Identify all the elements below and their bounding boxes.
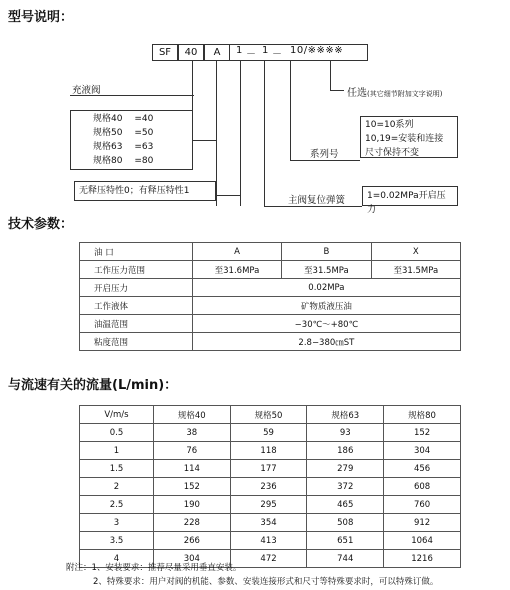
code-part-release: 1 [236, 45, 243, 56]
table-cell: −30℃～+80℃ [192, 315, 460, 333]
table-header-cell: V/m/s [80, 406, 154, 424]
table-cell: 295 [230, 496, 307, 514]
table-cell: 354 [230, 514, 307, 532]
connector-line [193, 140, 216, 141]
table-header-cell: A [192, 243, 281, 261]
table-cell: 1 [80, 442, 154, 460]
code-dash-2: － [272, 49, 282, 60]
table-cell: 至31.5MPa [282, 261, 371, 279]
table-cell: 2.5 [80, 496, 154, 514]
table-cell: 工作压力范围 [80, 261, 193, 279]
table-row [80, 460, 461, 478]
connector-line [240, 61, 241, 206]
table-cell: 456 [384, 460, 461, 478]
connector-line [290, 61, 291, 161]
connector-line [192, 61, 193, 111]
connector-line [216, 195, 240, 196]
table-cell: 2 [80, 478, 154, 496]
table-cell: 760 [384, 496, 461, 514]
table-cell: 228 [153, 514, 230, 532]
code-part-type: A [204, 44, 230, 61]
table-header-cell: 规格50 [230, 406, 307, 424]
table-cell: 236 [230, 478, 307, 496]
table-row [80, 243, 461, 261]
note-install: 附注：1、安装要求：推荐尽量采用垂直安装。 [66, 563, 242, 573]
connector-line [264, 206, 362, 207]
table-header-cell: B [282, 243, 371, 261]
table-header-cell: X [371, 243, 460, 261]
tech-params-table [79, 242, 461, 351]
table-cell: 266 [153, 532, 230, 550]
tech-section-title: 技术参数： [8, 217, 74, 232]
table-cell: 114 [153, 460, 230, 478]
table-cell: 508 [307, 514, 384, 532]
table-row [80, 279, 461, 297]
connector-line [330, 90, 344, 91]
table-cell: 76 [153, 442, 230, 460]
table-cell: 59 [230, 424, 307, 442]
table-row [80, 496, 461, 514]
table-cell: 矿物质液压油 [192, 297, 460, 315]
table-row [80, 478, 461, 496]
table-cell: 912 [384, 514, 461, 532]
table-cell: 0.02MPa [192, 279, 460, 297]
code-part-options: 10/※※※※ [290, 45, 344, 56]
table-cell: 304 [384, 442, 461, 460]
code-dash-1: － [246, 49, 256, 60]
table-row [80, 297, 461, 315]
model-section-title: 型号说明： [8, 10, 74, 25]
series-label: 系列号 [310, 149, 339, 160]
table-cell: 608 [384, 478, 461, 496]
table-header-cell: 规格40 [153, 406, 230, 424]
table-cell: 4 [80, 550, 154, 568]
connector-line [290, 160, 360, 161]
size-option: 规格63 =63 [93, 142, 154, 152]
size-option: 规格50 =50 [93, 128, 154, 138]
table-cell: 465 [307, 496, 384, 514]
code-part-spring: 1 [262, 45, 269, 56]
table-cell: 152 [153, 478, 230, 496]
table-cell: 1216 [384, 550, 461, 568]
table-cell: 1064 [384, 532, 461, 550]
table-row [80, 406, 461, 424]
table-cell: 93 [307, 424, 384, 442]
code-frame [230, 44, 368, 61]
note-special: 2、特殊要求：用户对阀的机能、参数、安装连接形式和尺寸等特殊要求时，可以特殊订做。 [93, 577, 439, 587]
valve-label: 充液阀 [72, 85, 101, 96]
table-cell: 3.5 [80, 532, 154, 550]
table-cell: 190 [153, 496, 230, 514]
table-cell: 304 [153, 550, 230, 568]
table-cell: 粘度范围 [80, 333, 193, 351]
code-part-size: 40 [178, 44, 204, 61]
series-line: 尺寸保持不变 [365, 148, 420, 158]
table-cell: 工作液体 [80, 297, 193, 315]
series-line: 10,19=安装和连接 [365, 134, 444, 144]
table-cell: 2.8−380㎝ST [192, 333, 460, 351]
table-header-cell: 规格80 [384, 406, 461, 424]
spring-box: 1=0.02MPa开启压力 [362, 186, 458, 206]
table-cell: 744 [307, 550, 384, 568]
table-cell: 177 [230, 460, 307, 478]
table-cell: 152 [384, 424, 461, 442]
size-options-box [70, 110, 193, 170]
series-line: 10=10系列 [365, 120, 414, 130]
table-cell: 651 [307, 532, 384, 550]
size-option: 规格80 =80 [93, 156, 154, 166]
table-row [80, 261, 461, 279]
table-cell: 1.5 [80, 460, 154, 478]
flow-table [79, 405, 461, 568]
connector-line [216, 61, 217, 206]
flow-section-title: 与流速有关的流量(L/min)： [8, 378, 178, 393]
release-box: 无释压特性0；有释压特性1 [74, 181, 216, 201]
table-cell: 开启压力 [80, 279, 193, 297]
table-cell: 279 [307, 460, 384, 478]
table-cell: 至31.6MPa [192, 261, 281, 279]
table-row [80, 532, 461, 550]
table-cell: 118 [230, 442, 307, 460]
table-cell: 186 [307, 442, 384, 460]
table-cell: 38 [153, 424, 230, 442]
size-option: 规格40 =40 [93, 114, 154, 124]
table-cell: 油温范围 [80, 315, 193, 333]
table-row [80, 442, 461, 460]
table-cell: 413 [230, 532, 307, 550]
table-cell: 3 [80, 514, 154, 532]
options-label: 任选(其它细节附加文字说明) [347, 88, 443, 99]
series-box [360, 116, 458, 158]
table-cell: 0.5 [80, 424, 154, 442]
table-cell: 472 [230, 550, 307, 568]
table-row [80, 333, 461, 351]
table-cell: 至31.5MPa [371, 261, 460, 279]
table-row [80, 514, 461, 532]
code-part-series: SF [152, 44, 178, 61]
spring-label: 主阀复位弹簧 [288, 195, 346, 206]
table-cell: 372 [307, 478, 384, 496]
table-header-cell: 油 口 [80, 243, 193, 261]
connector-line [330, 61, 331, 91]
table-row [80, 315, 461, 333]
table-header-cell: 规格63 [307, 406, 384, 424]
connector-line [264, 61, 265, 206]
table-row [80, 424, 461, 442]
